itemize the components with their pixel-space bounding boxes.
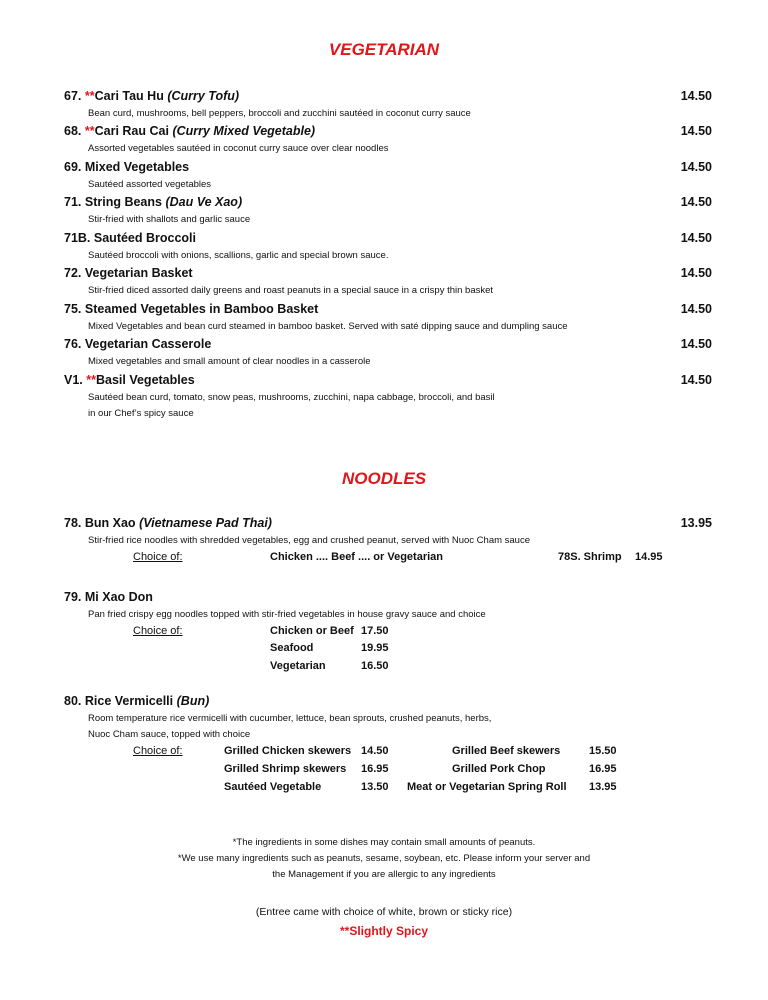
item-price: 14.50 <box>680 124 712 138</box>
item-subtitle: (Dau Ve Xao) <box>165 195 243 209</box>
option-name: Sautéed Vegetable <box>224 781 322 793</box>
item-description: Sautéed assorted vegetables <box>88 179 212 190</box>
item-subtitle: (Vietnamese Pad Thai) <box>139 516 272 530</box>
item-number: 68. <box>64 124 82 138</box>
choice-label-80: Choice of: <box>133 745 183 757</box>
item-subtitle: (Curry Tofu) <box>167 89 240 103</box>
spicy-legend: **Slightly Spicy <box>339 924 429 938</box>
choice-options-78: Chicken .... Beef .... or Vegetarian <box>270 551 444 563</box>
option-name: Seafood <box>270 642 314 654</box>
option-price: 19.95 <box>361 642 389 654</box>
item-description: Bean curd, mushrooms, bell peppers, broccoli and zucchini sautéed in coconut curry sauce <box>88 108 471 119</box>
item-description: Pan fried crispy egg noodles topped with stir-fried vegetables in house gravy sauce and choice <box>88 609 486 620</box>
item-name: Cari Rau Cai <box>94 124 169 138</box>
item-name: Vegetarian Casserole <box>84 337 212 351</box>
allergy-note-line2: the Management if you are allergic to any ingredients <box>272 869 496 880</box>
item-number: 79. <box>64 590 82 604</box>
item-name: Mixed Vegetables <box>84 160 190 174</box>
item-price: 14.50 <box>680 89 712 103</box>
item-number: 69. <box>64 160 82 174</box>
option-name: Grilled Shrimp skewers <box>224 763 347 775</box>
item-price: 14.50 <box>680 373 712 387</box>
item-subtitle: (Curry Mixed Vegetable) <box>172 124 316 138</box>
item-name: Basil Vegetables <box>95 373 195 387</box>
option-name: Vegetarian <box>270 660 326 672</box>
item-description: Stir-fried with shallots and garlic sauce <box>88 214 251 225</box>
rice-note: (Entree came with choice of white, brown or sticky rice) <box>255 906 513 918</box>
option-price: 13.95 <box>589 781 617 793</box>
item-number: 78. <box>64 516 82 530</box>
allergy-note: *We use many ingredients such as peanuts, sesame, soybean, etc. Please inform your server and <box>177 853 591 864</box>
item-description: Assorted vegetables sautéed in coconut curry sauce over clear noodles <box>88 143 389 154</box>
shrimp-option-78s: 78S. Shrimp <box>558 551 622 563</box>
option-price: 15.50 <box>589 745 617 757</box>
option-price: 16.95 <box>361 763 389 775</box>
item-number: 71. <box>64 195 82 209</box>
item-description: Stir-fried rice noodles with shredded vegetables, egg and crushed peanut, served with Nuoc Cham sauce <box>88 535 531 546</box>
item-number: 72. <box>64 266 82 280</box>
shrimp-price-78s: 14.95 <box>635 551 663 563</box>
item-description: Sautéed broccoli with onions, scallions, garlic and special brown sauce. <box>88 250 389 261</box>
item-description-line2: Nuoc Cham sauce, topped with choice <box>88 729 251 740</box>
vegetarian-heading: VEGETARIAN <box>328 40 440 59</box>
item-number: 71B. <box>64 231 91 245</box>
item-price: 13.95 <box>680 516 712 530</box>
item-name: Cari Tau Hu <box>94 89 164 103</box>
item-price: 14.50 <box>680 266 712 280</box>
option-price: 13.50 <box>361 781 389 793</box>
item-price: 14.50 <box>680 231 712 245</box>
choice-label-79: Choice of: <box>133 625 183 637</box>
item-description: Sautéed bean curd, tomato, snow peas, mushrooms, zucchini, napa cabbage, broccoli, and basil <box>88 392 495 403</box>
option-name: Grilled Beef skewers <box>452 745 561 757</box>
option-name: Meat or Vegetarian Spring Roll <box>407 781 567 793</box>
item-name: Mi Xao Don <box>84 590 153 604</box>
option-price: 16.95 <box>589 763 617 775</box>
item-description: Mixed Vegetables and bean curd steamed in bamboo basket. Served with saté dipping sauce and dumpling sauce <box>88 321 568 332</box>
item-description: Mixed vegetables and small amount of clear noodles in a casserole <box>88 356 371 367</box>
option-price: 16.50 <box>361 660 389 672</box>
item-number: 80. <box>64 694 82 708</box>
item-price: 14.50 <box>680 337 712 351</box>
peanut-note: *The ingredients in some dishes may contain small amounts of peanuts. <box>232 837 536 848</box>
noodles-heading: NOODLES <box>341 469 427 488</box>
item-description-line2: in our Chef’s spicy sauce <box>88 408 194 419</box>
spicy-marker: ** <box>84 124 95 138</box>
item-name: Sautéed Broccoli <box>93 231 197 245</box>
option-price: 14.50 <box>361 745 389 757</box>
item-description: Room temperature rice vermicelli with cucumber, lettuce, bean sprouts, crushed peanuts, herbs, <box>88 713 492 724</box>
choice-label-78: Choice of: <box>133 551 183 563</box>
option-price: 17.50 <box>361 625 389 637</box>
item-subtitle: (Bun) <box>176 694 210 708</box>
option-name: Grilled Chicken skewers <box>224 745 352 757</box>
item-number: 76. <box>64 337 82 351</box>
item-price: 14.50 <box>680 302 712 316</box>
item-price: 14.50 <box>680 160 712 174</box>
item-number: 75. <box>64 302 82 316</box>
item-name: String Beans <box>84 195 162 209</box>
item-name: Rice Vermicelli <box>84 694 174 708</box>
spicy-marker: ** <box>86 373 96 387</box>
item-description: Stir-fried diced assorted daily greens and roast peanuts in a special sauce in a crispy thin basket <box>88 285 494 296</box>
item-number: 67. <box>64 89 82 103</box>
option-name: Grilled Pork Chop <box>452 763 546 775</box>
item-number: V1. <box>64 373 83 387</box>
option-name: Chicken or Beef <box>270 625 354 637</box>
item-name: Bun Xao <box>84 516 136 530</box>
item-name: Vegetarian Basket <box>84 266 193 280</box>
spicy-marker: ** <box>84 89 95 103</box>
item-name: Steamed Vegetables in Bamboo Basket <box>84 302 319 316</box>
item-price: 14.50 <box>680 195 712 209</box>
